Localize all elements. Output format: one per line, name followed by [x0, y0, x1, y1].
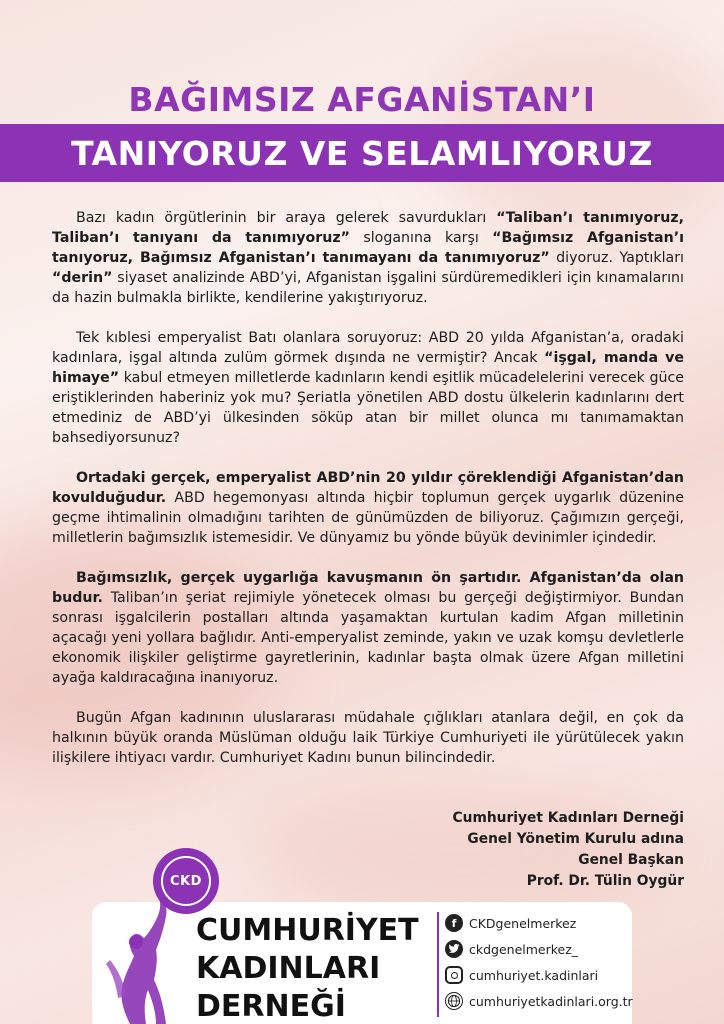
website-url: cumhuriyetkadinlari.org.tr	[469, 993, 633, 1009]
paragraph-1	[52, 208, 684, 308]
bold-run: Bağımsızlık, gerçek uygarlığa kavuşmanın ön şartıdır. Afganistan’da olan budur.	[52, 570, 684, 606]
paragraph-5	[52, 708, 684, 768]
website-link[interactable]	[445, 988, 633, 1014]
facebook-link[interactable]	[445, 910, 633, 936]
instagram-link[interactable]	[445, 962, 633, 988]
social-divider	[437, 912, 439, 1017]
org-name-line1: CUMHURİYET	[196, 913, 419, 948]
text-run: kabul etmeyen milletlerde kadınların kendi eşitlik mücadelelerini verecek güce eriştiklerinden haberiniz yok mu? Şeriatla yönetilen ABD dostu ülkelerin kadınlarını dert etmediniz de ABD’yi ülkesinden söküp atan bir millet olunca mı tanımamaktan bahsediyorsunuz?	[52, 370, 684, 446]
org-name-line3: DERNEĞİ	[196, 989, 346, 1024]
signature-board: Genel Yönetim Kurulu adına	[467, 831, 684, 847]
title-band	[0, 124, 724, 182]
instagram-handle: cumhuriyet.kadinlari	[469, 967, 599, 983]
org-name-line2: KADINLARI	[196, 951, 381, 986]
bold-run: “Taliban’ı tanımıyoruz, Taliban’ı tanıyanı da tanımıyoruz”	[52, 210, 684, 246]
page-title-line1: BAĞIMSIZ AFGANİSTAN’I	[128, 80, 596, 119]
paragraph-2	[52, 328, 684, 448]
globe-icon	[445, 992, 463, 1010]
text-run: ABD hegemonyası altında hiçbir toplumun gerçek uygarlık düzenine geçme ihtimalinin olmadığını tarihten de günümüzden de biliyoruz. Çağımızın gerçeği, milletlerin bağımsızlık istemesidir. Ve dünyamız bu yönde büyük devinimler içindedir.	[52, 490, 684, 546]
twitter-handle: ckdgenelmerkez_	[469, 941, 579, 957]
logo-initials: CKD	[161, 856, 211, 906]
facebook-handle: CKDgenelmerkez	[469, 915, 577, 931]
bold-run: “Bağımsız Afganistan’ı tanıyoruz, Bağımsız Afganistan’ı tanımayanı da tanımıyoruz”	[52, 230, 684, 266]
signature-role: Genel Başkan	[578, 852, 684, 868]
social-links	[445, 910, 633, 1014]
text-run: Taliban’ın şeriat rejimiyle yönetecek olması bu gerçeği değiştirmiyor. Bundan sonrası işgalcilerin postalları altında yaşamaktan kurtulan kadim Afgan milletinin açacağı yeni yollara bağlıdır. Anti-emperyalist zeminde, yakın ve uzak komşu devletlerle ekonomik ilişkiler geliştirme gayretlerinin, kadınlar başta olmak üzere Afgan milletini ayağa kaldıracağına inanıyoruz.	[52, 590, 684, 686]
twitter-icon	[445, 940, 463, 958]
instagram-icon	[445, 966, 463, 984]
page-title-line2: TANIYORUZ VE SELAMLIYORUZ	[71, 133, 653, 173]
org-name	[196, 912, 419, 1024]
signature-org: Cumhuriyet Kadınları Derneği	[452, 810, 684, 826]
twitter-link[interactable]	[445, 936, 633, 962]
text-run: Bugün Afgan kadınının uluslararası müdahale çığlıkları atanlara değil, en çok da halkının büyük oranda Müslüman olduğu laik Türkiye Cumhuriyeti ile yürütülecek yakın ilişkilere ihtiyacı vardır. Cumhuriyet Kadını bunun bilincindedir.	[52, 710, 684, 766]
signature-block	[453, 808, 684, 892]
logo-badge	[153, 848, 219, 914]
paragraph-3	[52, 468, 684, 548]
article-body	[52, 208, 684, 788]
text-run: sloganına karşı	[349, 230, 493, 246]
facebook-icon: f	[445, 914, 463, 932]
signature-person: Prof. Dr. Tülin Oygür	[526, 873, 684, 889]
bold-run: “işgal, manda ve himaye”	[52, 350, 684, 386]
bold-run: Ortadaki gerçek, emperyalist ABD’nin 20 yıldır çöreklendiği Afganistan’dan kovulduğudur.	[52, 470, 684, 506]
bold-run: “derin”	[52, 270, 113, 286]
text-run: Bazı kadın örgütlerinin bir araya gelerek savurdukları	[76, 210, 497, 226]
text-run: siyaset analizinde ABD’yi, Afganistan işgalini sürdüremedikleri için kınamalarını da hazin bulmakla birlikte, kendilerine yakıştırıyoruz.	[52, 270, 684, 306]
paragraph-4	[52, 568, 684, 688]
text-run: diyoruz. Yaptıkları	[549, 250, 684, 266]
text-run: Tek kıblesi emperyalist Batı olanlara soruyoruz: ABD 20 yılda Afganistan’a, oradaki kadınlara, işgal altında zulüm görmek dışında ne vermiştir? Ancak	[52, 330, 684, 366]
